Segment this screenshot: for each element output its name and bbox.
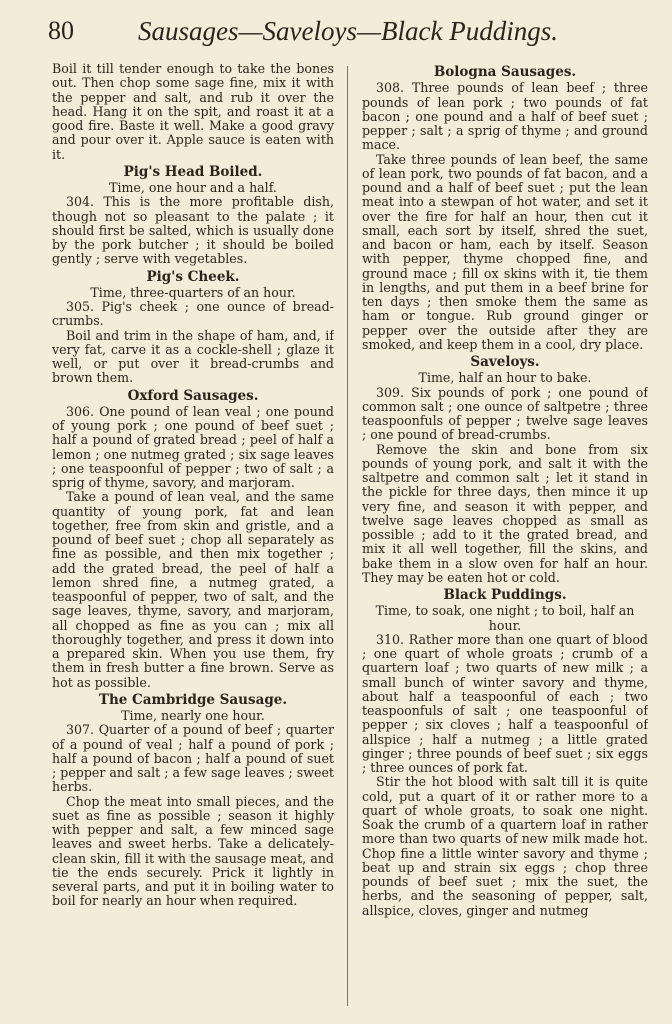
page-number: 80	[48, 16, 74, 45]
paragraph: 307. Quarter of a pound of beef ; quarter of a pound of veal ; half a pound of pork ; half a pound of bacon ; half a pound of suet ; pepper and salt ; a few sage leaves ; sweet herbs.	[52, 722, 334, 795]
right-column	[362, 62, 648, 1012]
section-heading: Oxford Sausages.	[127, 387, 259, 404]
section-heading: Saveloys.	[470, 354, 540, 370]
paragraph: Stir the hot blood with salt till it is quite cold, put a quart of it or rather more to a quart of whole groats, to soak one night. Soak the crumb of a quartern loaf in rather more than two quarts of new milk made hot. Chop fine a little winter savory and thyme ; beat up and strain six eggs ; chop three pounds of beef suet ; mix the suet, the herbs, and the seasoning of pepper, salt, allspice, cloves, ginger and nutmeg	[362, 774, 648, 918]
section-heading: Pig's Head Boiled.	[123, 163, 263, 180]
cooking-time: Time, three-quarters of an hour.	[90, 284, 296, 300]
paragraph: 309. Six pounds of pork ; one pound of common salt ; one ounce of saltpetre ; three teaspoonfuls of pepper ; twelve sage leaves ; one pound of bread-crumbs.	[362, 384, 648, 443]
paragraph: Boil and trim in the shape of ham, and, if very fat, carve it as a cockle-shell ; glaze it well, or put over it bread-crumbs and brown them.	[52, 327, 334, 386]
section-heading: Black Puddings.	[443, 587, 567, 603]
section-heading: Bologna Sausages.	[433, 64, 577, 80]
paragraph: Chop the meat into small pieces, and the suet as fine as possible ; season it highly with pepper and salt, a few minced sage leaves and sweet herbs. Take a delicately-clean skin, fill it with the sausage meat, and tie the ends securely. Prick it lightly in several parts, and put it in boiling water to boil for nearly an hour when required.	[52, 793, 334, 909]
paragraph: 306. One pound of lean veal ; one pound of young pork ; one pound of beef suet ; half a pound of grated bread ; peel of half a lemon ; one nutmeg grated ; six sage leaves ; one teaspoonful of pepper ; two of salt ; a sprig of thyme, savory, and marjoram.	[52, 403, 334, 490]
column-divider	[347, 66, 348, 1006]
cooking-time: Time, one hour and a half.	[109, 180, 277, 195]
page-header	[48, 16, 648, 56]
paragraph: 305. Pig's cheek ; one ounce of bread-crumbs.	[52, 299, 334, 329]
section-heading: Pig's Cheek.	[146, 268, 240, 285]
left-column	[52, 62, 334, 1012]
cooking-time: Time, to soak, one night ; to boil, half an hour.	[375, 603, 635, 633]
running-title: Sausages—Saveloys—Black Puddings.	[138, 16, 558, 46]
paragraph: 308. Three pounds of lean beef ; three pounds of lean pork ; two pounds of fat bacon ; one pound and a half of beef suet ; pepper ; salt ; a sprig of thyme ; and ground mace.	[362, 80, 648, 153]
paragraph: 310. Rather more than one quart of blood ; one quart of whole groats ; crumb of a quartern loaf ; two quarts of new milk ; a small bunch of winter savory and thyme, about half a teaspoonful of each ; two teaspoonfuls of salt ; one teaspoonful of pepper ; six cloves ; half a teaspoonful of allspice ; half a nutmeg ; a little grated ginger ; three pounds of beef suet ; six eggs ; three ounces of pork fat.	[362, 631, 648, 775]
paragraph: Boil it till tender enough to take the bones out. Then chop some sage fine, mix it with the pepper and salt, and rub it over the head. Hang it on the spit, and roast it at a good fire. Baste it well. Make a good gravy and pour over it. Apple sauce is eaten with it.	[52, 62, 334, 162]
paragraph: Take three pounds of lean beef, the same of lean pork, two pounds of fat bacon, and a pound and a half of beef suet ; put the lean meat into a stewpan of hot water, and set it over the fire for half an hour, then cut it small, each sort by itself, shred the suet, and bacon or ham, each by itself. Season with pepper, thyme chopped fine, and ground mace ; fill ox skins with it, tie them in lengths, and put them in a beef brine for ten days ; then smoke them the same as ham or tongue. Rub ground ginger or pepper over the outside after they are smoked, and keep them in a cool, dry place.	[362, 151, 648, 352]
paragraph: 304. This is the more profitable dish, though not so pleasant to the palate ; it should first be salted, which is usually done by the pork butcher ; it should be boiled gently ; serve with vegetables.	[52, 194, 334, 267]
cooking-time: Time, nearly one hour.	[121, 708, 265, 723]
paragraph: Remove the skin and bone from six pounds of young pork, and salt it with the saltpetre and common salt ; let it stand in the pickle for three days, then mince it up very fine, and season it with pepper, and twelve sage leaves chopped as small as possible ; add to it the grated bread, and mix it all well together, fill the skins, and bake them in a slow oven for half an hour. They may be eaten hot or cold.	[362, 441, 648, 585]
paragraph: Take a pound of lean veal, and the same quantity of young pork, fat and lean together, free from skin and gristle, and a pound of beef suet ; chop all separately as fine as possible, and then mix together ; add the grated bread, the peel of half a lemon shred fine, a nutmeg grated, a teaspoonful of pepper, two of salt, and the sage leaves, thyme, savory, and marjoram, all chopped as fine as you can ; mix all thoroughly together, and press it down into a prepared skin. When you use them, fry them in fresh butter a fine brown. Serve as hot as possible.	[52, 489, 334, 690]
section-heading: The Cambridge Sausage.	[98, 691, 288, 708]
cooking-time: Time, half an hour to bake.	[418, 370, 592, 386]
